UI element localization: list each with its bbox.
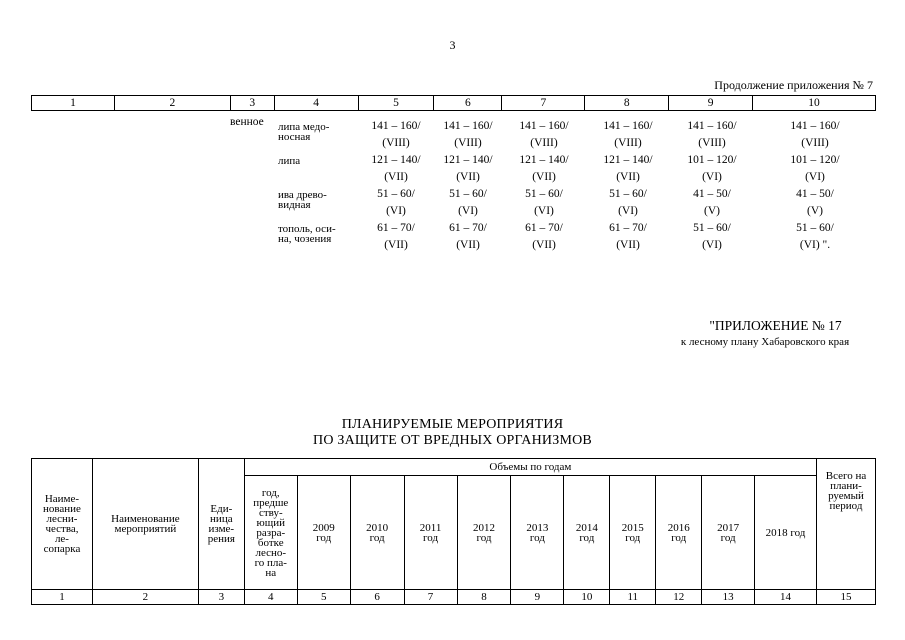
age-class-value: (VII) — [456, 239, 480, 251]
age-range-value: 121 – 140/ — [371, 154, 421, 166]
age-range-value: 141 – 160/ — [687, 120, 737, 132]
year-header: 2011 год — [404, 476, 457, 590]
year-header: 2017 год — [702, 476, 755, 590]
age-class-value: (VI) ". — [799, 239, 831, 251]
age-class-value: (VI) — [702, 239, 722, 251]
col-forestry-header: Наиме- нование лесни- чества, ле- сопарка — [32, 459, 93, 590]
continuation-table-header — [31, 95, 876, 111]
age-range-value: 61 – 70/ — [449, 222, 487, 234]
column-number-8: 8 — [585, 96, 669, 111]
column-number-3: 3 — [230, 96, 274, 111]
age-class-value: (VI) — [618, 205, 638, 217]
age-class-value: (VI) — [458, 205, 478, 217]
appendix-subtitle: к лесному плану Хабаровского края — [680, 336, 850, 348]
age-range-value: 51 – 60/ — [449, 188, 487, 200]
species-name: ива древо- видная — [278, 189, 327, 211]
age-range-value: 141 – 160/ — [443, 120, 493, 132]
column-index: 7 — [404, 590, 457, 605]
species-name: тополь, оси- на, чозения — [278, 223, 336, 245]
year-header: 2009 год — [297, 476, 350, 590]
age-class-value: (VII) — [532, 171, 556, 183]
age-range-value: 121 – 140/ — [519, 154, 569, 166]
column-index: 8 — [457, 590, 511, 605]
age-class-value: (VII) — [616, 239, 640, 251]
age-class-value: (VI) — [805, 171, 825, 183]
age-class-value: (VIII) — [530, 137, 558, 149]
column-index: 3 — [198, 590, 244, 605]
column-number-2: 2 — [114, 96, 230, 111]
age-range-value: 51 – 60/ — [609, 188, 647, 200]
age-class-value: (VI) — [702, 171, 722, 183]
column-number-7: 7 — [502, 96, 585, 111]
age-class-value: (VII) — [456, 171, 480, 183]
age-range-value: 121 – 140/ — [603, 154, 653, 166]
age-range-value: 141 – 160/ — [790, 120, 840, 132]
age-range-value: 51 – 60/ — [377, 188, 415, 200]
age-range-value: 121 – 140/ — [443, 154, 493, 166]
year-header: 2010 год — [350, 476, 404, 590]
age-class-value: (VIII) — [801, 137, 829, 149]
measures-table — [31, 458, 876, 605]
age-range-value: 141 – 160/ — [519, 120, 569, 132]
age-range-value: 101 – 120/ — [687, 154, 737, 166]
column-index: 12 — [656, 590, 702, 605]
year-header: 2014 год — [564, 476, 610, 590]
plan-title-line2: ПО ЗАЩИТЕ ОТ ВРЕДНЫХ ОРГАНИЗМОВ — [313, 433, 592, 448]
age-class-value: (VIII) — [698, 137, 726, 149]
col-total-header: Всего на плани- руемый период — [816, 459, 875, 590]
column-index: 13 — [702, 590, 755, 605]
age-class-value: (V) — [807, 205, 823, 217]
volumes-header: Объемы по годам — [244, 459, 816, 476]
age-class-value: (VII) — [616, 171, 640, 183]
age-class-value: (VIII) — [382, 137, 410, 149]
column-index: 6 — [350, 590, 404, 605]
age-class-value: (VIII) — [454, 137, 482, 149]
age-class-value: (VI) — [534, 205, 554, 217]
column-number-10: 10 — [753, 96, 876, 111]
age-range-value: 61 – 70/ — [609, 222, 647, 234]
column-index: 14 — [755, 590, 817, 605]
age-range-value: 101 – 120/ — [790, 154, 840, 166]
year-header: 2012 год — [457, 476, 511, 590]
age-range-value: 61 – 70/ — [377, 222, 415, 234]
year-header: 2016 год — [656, 476, 702, 590]
age-range-value: 61 – 70/ — [525, 222, 563, 234]
col-measure-header: Наименование мероприятий — [92, 459, 198, 590]
species-name: липа — [278, 155, 301, 167]
age-class-value: (VI) — [386, 205, 406, 217]
year-header: 2013 год — [511, 476, 564, 590]
page-number: 3 — [449, 38, 456, 52]
column-number-5: 5 — [358, 96, 434, 111]
column3-text: венное — [230, 116, 264, 128]
age-range-value: 141 – 160/ — [603, 120, 653, 132]
column-number-6: 6 — [434, 96, 502, 111]
column-index: 11 — [610, 590, 656, 605]
age-range-value: 41 – 50/ — [796, 188, 834, 200]
age-range-value: 51 – 60/ — [796, 222, 834, 234]
column-index: 15 — [816, 590, 875, 605]
age-class-value: (VII) — [532, 239, 556, 251]
year-header: 2018 год — [755, 476, 817, 590]
age-class-value: (V) — [704, 205, 720, 217]
column-index: 4 — [244, 590, 297, 605]
column-number-1: 1 — [32, 96, 115, 111]
column-index: 10 — [564, 590, 610, 605]
species-name: липа медо- носная — [278, 121, 330, 143]
column-index: 2 — [92, 590, 198, 605]
column-index: 1 — [32, 590, 93, 605]
column-index: 9 — [511, 590, 564, 605]
age-range-value: 41 – 50/ — [693, 188, 731, 200]
age-range-value: 51 – 60/ — [525, 188, 563, 200]
column-number-4: 4 — [274, 96, 358, 111]
age-range-value: 141 – 160/ — [371, 120, 421, 132]
col-unit-header: Еди- ница изме- рения — [198, 459, 244, 590]
plan-title-line1: ПЛАНИРУЕМЫЕ МЕРОПРИЯТИЯ — [341, 417, 564, 432]
column-index: 5 — [297, 590, 350, 605]
column-number-9: 9 — [669, 96, 753, 111]
continuation-label: Продолжение приложения № 7 — [714, 78, 873, 92]
col-prev-year-header: год, предше ству- ющий разра- ботке лесно- го пла- на — [244, 476, 297, 590]
age-class-value: (VII) — [384, 239, 408, 251]
age-class-value: (VII) — [384, 171, 408, 183]
age-class-value: (VIII) — [614, 137, 642, 149]
age-range-value: 51 – 60/ — [693, 222, 731, 234]
year-header: 2015 год — [610, 476, 656, 590]
appendix-title: "ПРИЛОЖЕНИЕ № 17 — [709, 318, 842, 333]
